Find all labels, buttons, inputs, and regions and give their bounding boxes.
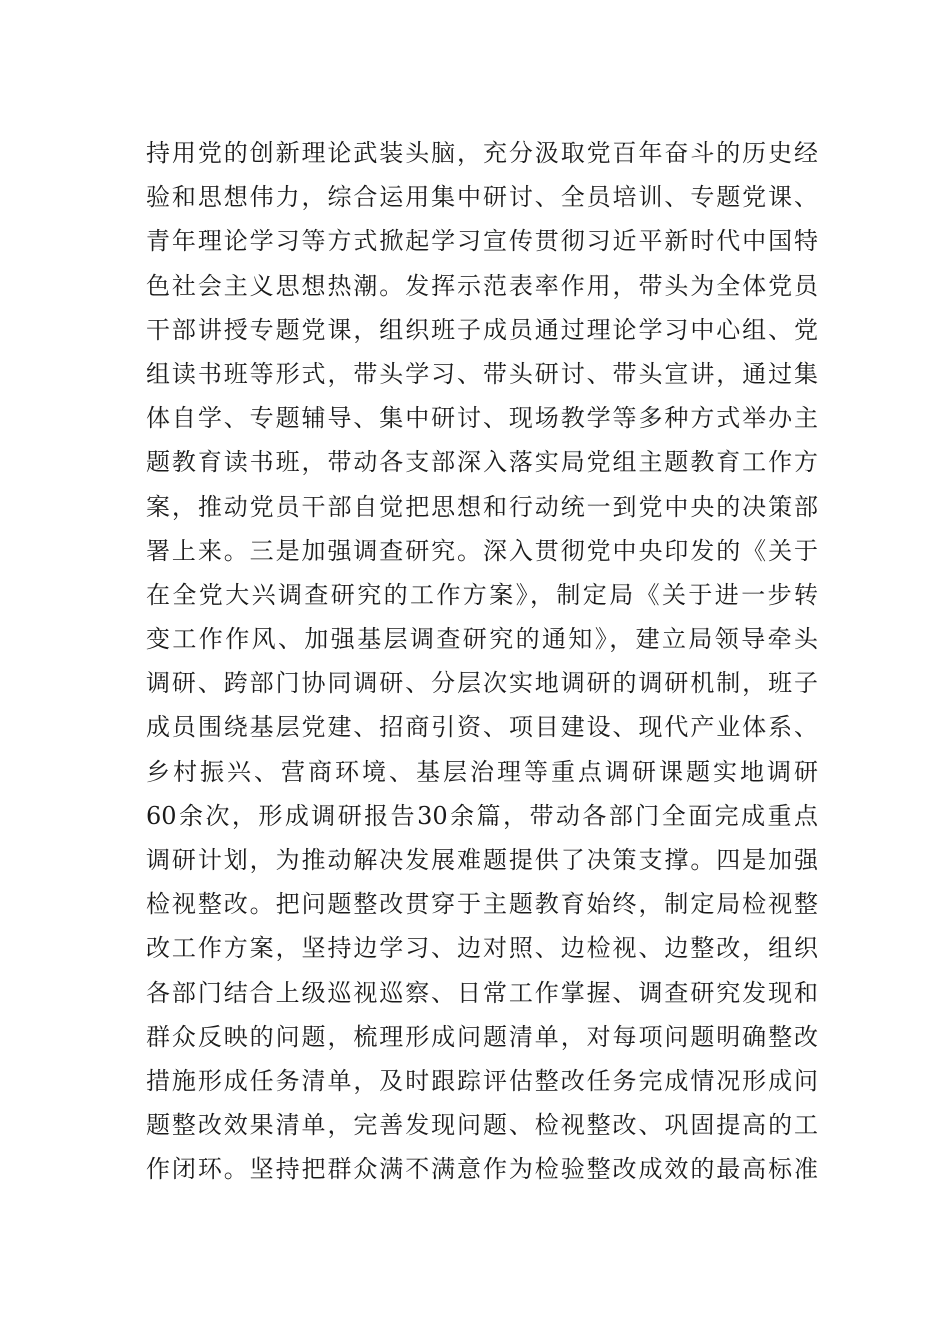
text-line-2: 验和思想伟力，综合运用集中研讨、全员培训、专题党课、 (146, 183, 818, 212)
text-line-16: 60余次，形成调研报告30余篇，带动各部门全面完成重点 (146, 801, 818, 830)
text-line-6: 组读书班等形式，带头学习、带头研讨、带头宣讲，通过集 (146, 359, 818, 388)
text-line-11: 在全党大兴调查研究的工作方案》，制定局《关于进一步转 (146, 580, 818, 609)
text-line-7: 体自学、专题辅导、集中研讨、现场教学等多种方式举办主 (146, 404, 818, 433)
text-line-1: 持用党的创新理论武装头脑，充分汲取党百年奋斗的历史经 (146, 139, 818, 167)
text-line-20: 各部门结合上级巡视巡察、日常工作掌握、调查研究发现和 (146, 978, 818, 1007)
text-line-17: 调研计划，为推动解决发展难题提供了决策支撑。四是加强 (146, 846, 818, 874)
text-line-13: 调研、跨部门协同调研、分层次实地调研的调研机制，班子 (146, 669, 818, 698)
text-line-8: 题教育读书班，带动各支部深入落实局党组主题教育工作方 (146, 448, 818, 477)
text-line-23: 题整改效果清单，完善发现问题、检视整改、巩固提高的工 (146, 1111, 818, 1140)
text-line-19: 改工作方案，坚持边学习、边对照、边检视、边整改，组织 (146, 934, 818, 963)
text-line-18: 检视整改。把问题整改贯穿于主题教育始终，制定局检视整 (146, 890, 818, 919)
text-line-10: 署上来。三是加强调查研究。深入贯彻党中央印发的《关于 (146, 536, 818, 565)
body-paragraph (146, 131, 818, 1192)
text-line-14: 成员围绕基层党建、招商引资、项目建设、现代产业体系、 (146, 713, 818, 742)
text-line-21: 群众反映的问题，梳理形成问题清单，对每项问题明确整改 (146, 1022, 818, 1051)
text-line-3: 青年理论学习等方式掀起学习宣传贯彻习近平新时代中国特 (146, 227, 818, 256)
text-line-4: 色社会主义思想热潮。发挥示范表率作用，带头为全体党员 (146, 271, 818, 300)
text-line-12: 变工作作风、加强基层调查研究的通知》，建立局领导牵头 (146, 625, 818, 654)
text-line-22: 措施形成任务清单，及时跟踪评估整改任务完成情况形成问 (146, 1066, 818, 1095)
text-line-5: 干部讲授专题党课，组织班子成员通过理论学习中心组、党 (146, 315, 818, 344)
text-line-15: 乡村振兴、营商环境、基层治理等重点调研课题实地调研 (146, 757, 818, 786)
text-line-24: 作闭环。坚持把群众满不满意作为检验整改成效的最高标准 (146, 1155, 818, 1184)
text-line-9: 案，推动党员干部自觉把思想和行动统一到党中央的决策部 (146, 492, 818, 521)
